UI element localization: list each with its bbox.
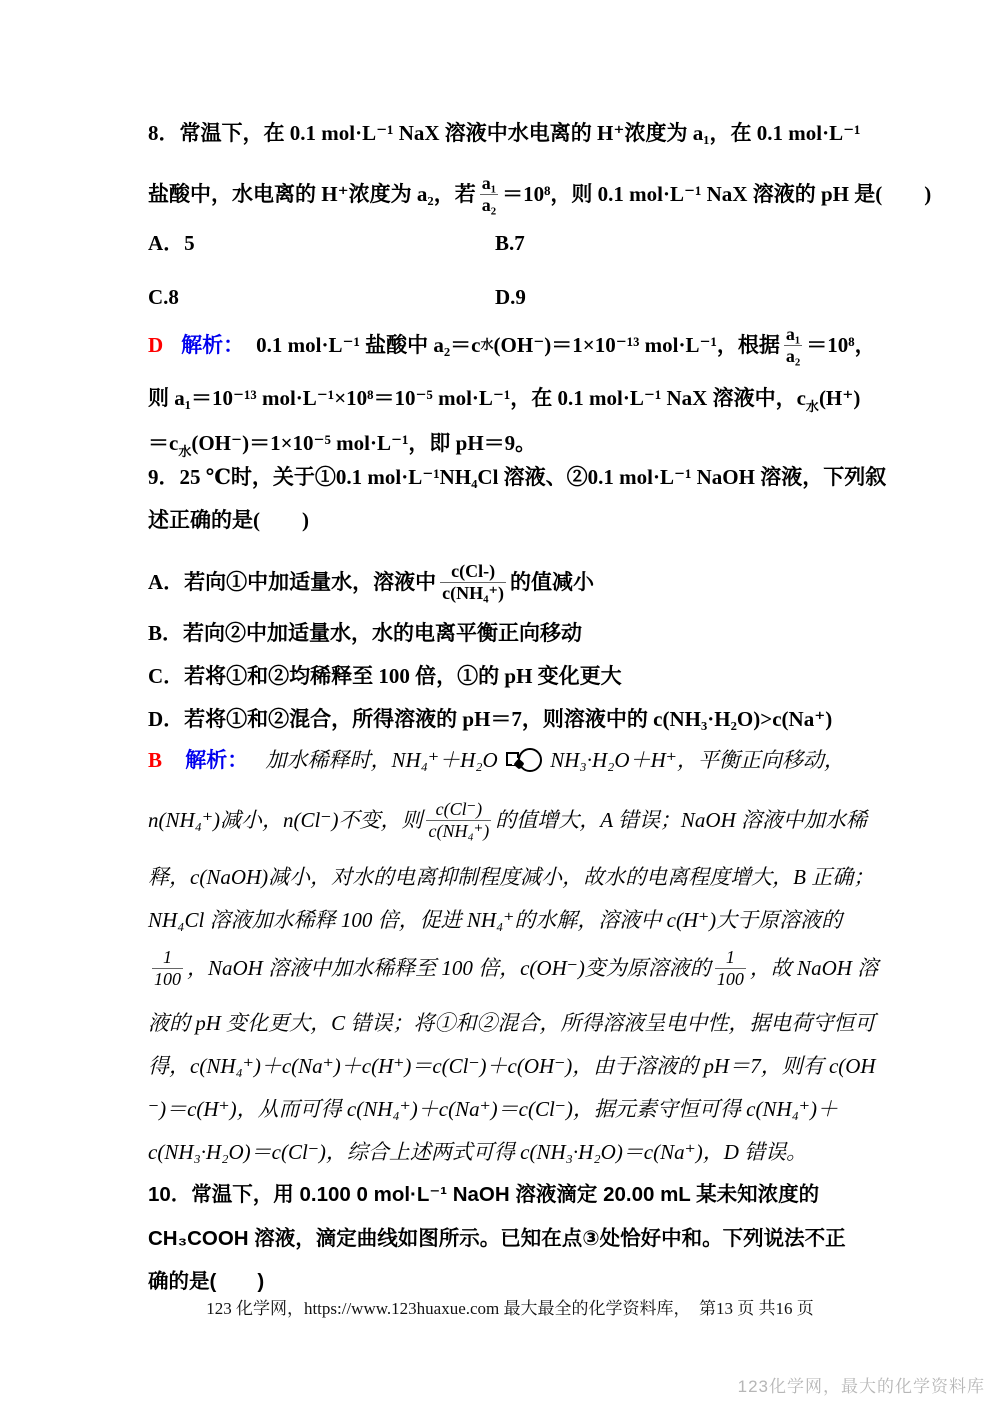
q9-explain-label: 解析： — [185, 748, 249, 772]
q10-stem-line-2 — [148, 1224, 888, 1254]
q9-explain-text: c(NH₃·H₂O)＝c(Cl⁻)，综合上述两式可得 c(NH₃·H₂O)＝c(Na⁺)，D 错误。 — [148, 1140, 808, 1164]
fraction-denominator: c(NH₄⁺) — [442, 582, 505, 603]
q9-option-a — [148, 546, 888, 618]
q9-option-d — [148, 704, 888, 734]
q9-explanation-line-7 — [148, 1051, 888, 1081]
q9-explanation-line-9 — [148, 1137, 888, 1167]
fraction-a1-a2 — [480, 173, 498, 215]
fraction-denominator: a₂ — [481, 194, 497, 215]
fraction-cl-nh4 — [440, 561, 506, 603]
q9-option-a-text: 的值减小 — [510, 570, 595, 594]
fraction-denominator: c(NH₄⁺) — [428, 820, 490, 841]
q9-explain-text: 释，c(NaOH)减小，对水的电离抑制程度减小，故水的电离程度增大，B 正确； — [148, 865, 875, 889]
page-footer: 123 化学网，https://www.123huaxue.com 最大最全的化学资料库， 第13 页 共16 页 — [206, 1299, 814, 1318]
fraction-numerator: 1 — [725, 946, 735, 967]
q8-explain-text: ＝10⁸， — [806, 333, 876, 357]
q9-option-b-text: B．若向②中加适量水，水的电离平衡正向移动 — [148, 621, 583, 645]
fraction-cl-nh4 — [426, 799, 491, 841]
q9-option-c-text: C．若将①和②均稀释至 100 倍，①的 pH 变化更大 — [148, 664, 622, 688]
q8-text: 盐酸中，水电离的 H⁺浓度为 a₂，若 — [148, 182, 476, 206]
q9-option-a-text: A．若向①中加适量水，溶液中 — [148, 570, 437, 594]
q10-text: 10．常温下，用 0.100 0 mol·L⁻¹ NaOH 溶液滴定 20.00 mL 某未知浓度的 — [148, 1183, 820, 1206]
q10-stem-line-1 — [148, 1180, 888, 1210]
q8-option-b: B.7 — [495, 231, 525, 255]
fraction-denominator: a₂ — [785, 345, 801, 366]
fraction-numerator: c(Cl⁻) — [435, 798, 483, 819]
fraction-denominator: 100 — [716, 968, 744, 989]
q8-explain-text: 0.1 mol·L⁻¹ 盐酸中 a₂＝c — [256, 333, 481, 357]
q9-explanation-line-8 — [148, 1094, 888, 1124]
q9-explain-text: 的值增大，A 错误；NaOH 溶液中加水稀 — [495, 808, 868, 832]
fraction-numerator: a₁ — [481, 172, 497, 193]
q8-stem-line-1 — [148, 118, 888, 148]
fraction-a1-a2 — [784, 324, 802, 366]
q9-explanation-line-1 — [148, 745, 888, 775]
fraction-numerator: a₁ — [785, 323, 801, 344]
q8-explain-text: ＝c — [148, 431, 179, 455]
q9-stem-line-1 — [148, 462, 888, 492]
equilibrium-arrow-icon — [504, 747, 544, 773]
q9-option-d-text: D．若将①和②混合，所得溶液的 pH＝7，则溶液中的 c(NH₃·H₂O)>c(Na⁺) — [148, 707, 833, 731]
q8-explain-text: (OH⁻)＝1×10⁻⁵ mol·L⁻¹，即 pH＝9。 — [191, 431, 537, 455]
q8-answer-letter: D — [148, 333, 164, 357]
q9-explain-text: 液的 pH 变化更大，C 错误；将①和②混合，所得溶液呈电中性，据电荷守恒可 — [148, 1011, 876, 1035]
q8-explain-label: 解析： — [181, 333, 245, 357]
q8-stem-line-2 — [148, 160, 932, 228]
q9-explain-text: NH₄Cl 溶液加水稀释 100 倍，促进 NH₄⁺的水解，溶液中 c(H⁺)大于原溶液的 — [148, 908, 843, 932]
q10-text: 确的是( ) — [148, 1270, 265, 1293]
q9-explain-text: 得，c(NH₄⁺)＋c(Na⁺)＋c(H⁺)＝c(Cl⁻)＋c(OH⁻)，由于溶液的 pH＝7，则有 c(OH — [148, 1054, 876, 1078]
q9-explain-text: ，故 NaOH 溶 — [749, 956, 879, 980]
fraction-numerator: c(Cl-) — [451, 560, 496, 581]
q8-options-row-2 — [148, 282, 888, 312]
q9-explain-text: n(NH₄⁺)减小，n(Cl⁻)不变，则 — [148, 808, 423, 832]
fraction-1-100 — [715, 947, 746, 989]
q9-explain-text: ，NaOH 溶液中加水稀释至 100 倍，c(OH⁻)变为原溶液的 — [187, 956, 711, 980]
q10-text: CH₃COOH 溶液，滴定曲线如图所示。已知在点③处恰好中和。下列说法不正 — [148, 1227, 846, 1250]
water-subscript: 水 — [178, 444, 192, 459]
q9-text: 述正确的是( ) — [148, 508, 309, 532]
q9-option-c — [148, 661, 888, 691]
q10-stem-line-3 — [148, 1267, 888, 1297]
q8-option-d: D.9 — [495, 285, 526, 309]
fraction-numerator: 1 — [163, 946, 172, 967]
water-subscript: 水 — [805, 399, 819, 414]
q8-options-row-1 — [148, 228, 888, 258]
q9-explanation-line-6 — [148, 1008, 888, 1038]
q9-explanation-line-2 — [148, 783, 888, 857]
water-subscript: 水 — [480, 337, 494, 352]
fraction-denominator: 100 — [154, 968, 181, 989]
q8-explanation-line-2 — [148, 383, 888, 422]
watermark: 123化学网，最大的化学资料库 — [737, 1377, 985, 1396]
q8-explain-text: (OH⁻)＝1×10⁻¹³ mol·L⁻¹，根据 — [493, 333, 780, 357]
q9-stem-line-2 — [148, 505, 888, 535]
q8-text: 8．常温下，在 0.1 mol·L⁻¹ NaX 溶液中水电离的 H⁺浓度为 a₁，在 0.1 mol·L⁻¹ — [148, 121, 861, 145]
q9-explain-text: 加水稀释时，NH₄⁺＋H₂O — [265, 748, 498, 772]
q9-explain-text: ⁻)＝c(H⁺)，从而可得 c(NH₄⁺)＋c(Na⁺)＝c(Cl⁻)，据元素守恒可得 c(NH₄⁺)＋ — [148, 1097, 838, 1121]
q8-option-c: C.8 — [148, 285, 179, 309]
q8-option-a: A．5 — [148, 231, 195, 255]
q9-option-b — [148, 618, 888, 648]
q9-answer-letter: B — [148, 748, 163, 772]
q9-text: 9．25 ℃时，关于①0.1 mol·L⁻¹NH₄Cl 溶液、②0.1 mol·L⁻¹ NaOH 溶液，下列叙 — [148, 465, 887, 489]
q8-text: ＝10⁸，则 0.1 mol·L⁻¹ NaX 溶液的 pH 是( ) — [502, 182, 932, 206]
q9-explanation-line-3 — [148, 862, 888, 892]
q9-explanation-line-5 — [148, 930, 888, 1006]
q9-explain-text: NH₃·H₂O＋H⁺，平衡正向移动， — [550, 748, 845, 772]
q8-explain-text: (H⁺) — [818, 386, 861, 410]
fraction-1-100 — [152, 947, 183, 989]
q8-explanation-line-1 — [148, 312, 888, 378]
q8-explain-text: 则 a₁＝10⁻¹³ mol·L⁻¹×10⁸＝10⁻⁵ mol·L⁻¹，在 0.1 mol·L⁻¹ NaX 溶液中，c — [148, 386, 806, 410]
